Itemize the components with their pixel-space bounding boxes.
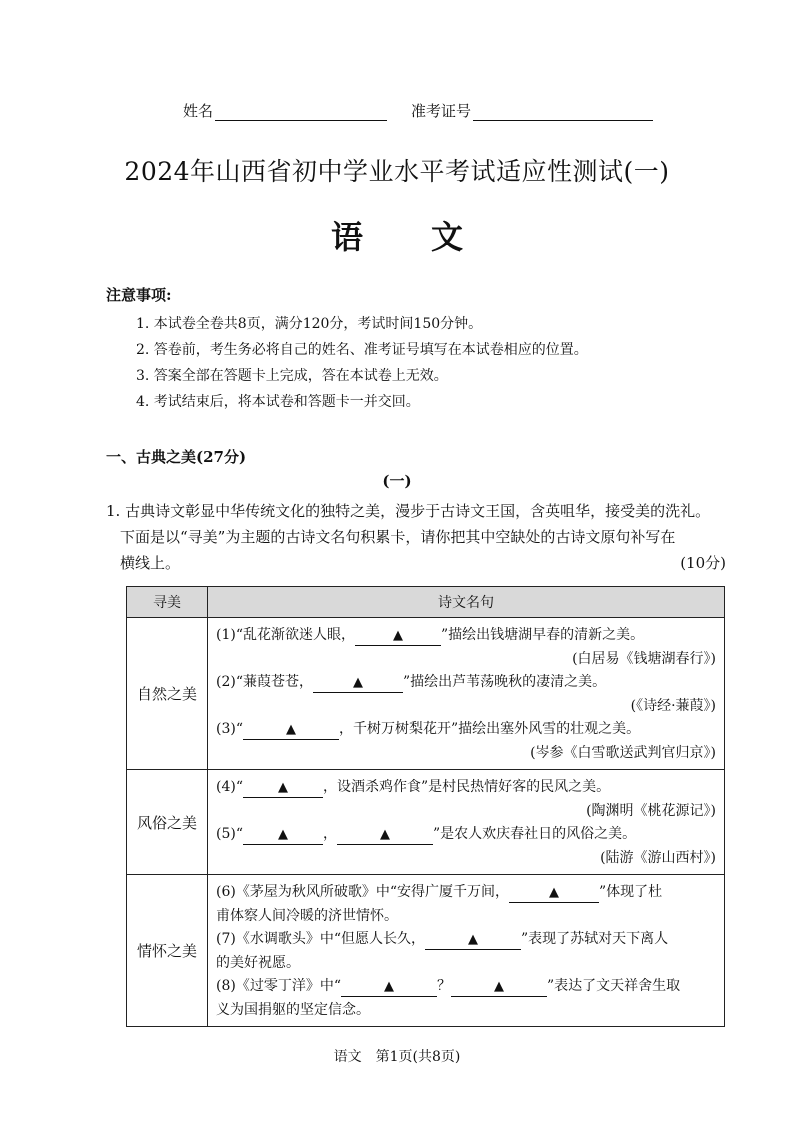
notes-heading: 注意事项: bbox=[106, 286, 172, 304]
item-7: (7)《水调歌头》中“但愿人长久， ▲ ”表现了苏轼对天下离人 bbox=[216, 928, 716, 952]
exam-id-field[interactable] bbox=[473, 104, 653, 121]
items-cell bbox=[208, 770, 725, 875]
answer-blank[interactable]: ▲ bbox=[509, 885, 599, 903]
name-field[interactable] bbox=[215, 104, 387, 121]
note-item: 3. 答案全部在答题卡上完成，答在本试卷上无效。 bbox=[136, 368, 448, 384]
note-item: 2. 答卷前，考生务必将自己的姓名、准考证号填写在本试卷相应的位置。 bbox=[136, 342, 588, 358]
question-line bbox=[106, 550, 726, 576]
subject-char-1: 语 bbox=[330, 218, 363, 256]
item-2: (2)“蒹葭苍苍， ▲ ”描绘出芦苇荡晚秋的凄清之美。 bbox=[216, 671, 716, 695]
item-6: (6)《茅屋为秋风所破歌》中“安得广厦千万间， ▲ ”体现了杜 bbox=[216, 881, 716, 905]
header-lines: 诗文名句 bbox=[208, 587, 725, 618]
answer-blank[interactable]: ▲ bbox=[243, 722, 339, 740]
answer-blank[interactable]: ▲ bbox=[243, 827, 323, 845]
answer-blank[interactable]: ▲ bbox=[337, 827, 433, 845]
note-item: 1. 本试卷全卷共8页，满分120分，考试时间150分钟。 bbox=[136, 316, 483, 332]
items-cell bbox=[208, 618, 725, 770]
poetry-card-table bbox=[126, 586, 725, 1027]
answer-blank[interactable]: ▲ bbox=[341, 979, 437, 997]
exam-id-label: 准考证号 bbox=[411, 102, 472, 120]
question-text: 横线上。 bbox=[120, 554, 181, 572]
table-header-row bbox=[127, 587, 725, 618]
page-footer: 语文 第1页(共8页) bbox=[333, 1049, 461, 1065]
exam-title: 2024年山西省初中学业水平考试适应性测试(一) bbox=[124, 157, 670, 186]
items-cell bbox=[208, 875, 725, 1027]
candidate-info-bar bbox=[183, 100, 653, 121]
item-4: (4)“ ▲ ，设酒杀鸡作食”是村民热情好客的民风之美。 bbox=[216, 776, 716, 800]
subject-title bbox=[0, 212, 794, 258]
item-source: (白居易《钱塘湖春行》) bbox=[572, 650, 716, 667]
answer-blank[interactable]: ▲ bbox=[355, 628, 441, 646]
question-line: 下面是以“寻美”为主题的古诗文名句积累卡，请你把其中空缺处的古诗文原句补写在 bbox=[120, 528, 676, 546]
item-source: (《诗经·蒹葭》) bbox=[630, 697, 716, 714]
item-3: (3)“ ▲ ，千树万树梨花开”描绘出塞外风雪的壮观之美。 bbox=[216, 718, 716, 742]
table-row bbox=[127, 618, 725, 770]
answer-blank[interactable]: ▲ bbox=[243, 780, 323, 798]
subject-char-2: 文 bbox=[431, 218, 464, 256]
name-label: 姓名 bbox=[183, 102, 214, 120]
question-1 bbox=[106, 498, 726, 576]
section-heading: 一、古典之美(27分) bbox=[106, 448, 247, 466]
answer-blank[interactable]: ▲ bbox=[425, 932, 521, 950]
answer-blank[interactable]: ▲ bbox=[313, 675, 403, 693]
notes-list bbox=[136, 311, 588, 415]
table-row bbox=[127, 875, 725, 1027]
item-continuation: 的美好祝愿。 bbox=[216, 954, 300, 971]
item-source: (岑参《白雪歌送武判官归京》) bbox=[530, 744, 716, 761]
item-continuation: 甫体察人间冷暖的济世情怀。 bbox=[216, 907, 398, 924]
part-heading: (一) bbox=[382, 472, 412, 490]
item-8: (8)《过零丁洋》中“ ▲ ？ ▲ ”表达了文天祥舍生取 bbox=[216, 975, 716, 999]
item-source: (陆游《游山西村》) bbox=[600, 849, 716, 866]
item-source: (陶渊明《桃花源记》) bbox=[586, 802, 716, 819]
question-score: (10分) bbox=[680, 554, 726, 572]
question-line: 1. 古典诗文彰显中华传统文化的独特之美，漫步于古诗文王国，含英咀华，接受美的洗礼。 bbox=[106, 502, 711, 520]
category-nature: 自然之美 bbox=[127, 618, 208, 770]
item-5: (5)“ ▲ ， ▲ ”是农人欢庆春社日的风俗之美。 bbox=[216, 823, 716, 847]
item-1: (1)“乱花渐欲迷人眼， ▲ ”描绘出钱塘湖早春的清新之美。 bbox=[216, 624, 716, 648]
header-category: 寻美 bbox=[127, 587, 208, 618]
category-sentiment: 情怀之美 bbox=[127, 875, 208, 1027]
answer-blank[interactable]: ▲ bbox=[451, 979, 547, 997]
table-row bbox=[127, 770, 725, 875]
category-custom: 风俗之美 bbox=[127, 770, 208, 875]
item-continuation: 义为国捐躯的坚定信念。 bbox=[216, 1001, 370, 1018]
note-item: 4. 考试结束后，将本试卷和答题卡一并交回。 bbox=[136, 394, 420, 410]
